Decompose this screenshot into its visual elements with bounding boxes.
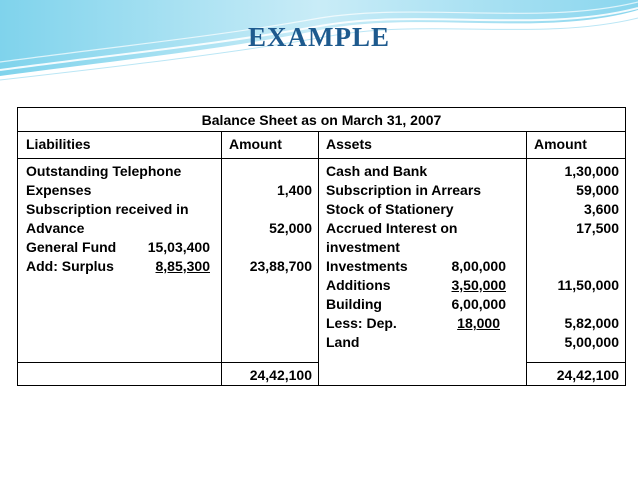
table-caption: Balance Sheet as on March 31, 2007 xyxy=(18,108,625,132)
column-divider xyxy=(318,132,319,385)
liability-telephone-line1: Outstanding Telephone xyxy=(26,163,182,179)
slide-title: EXAMPLE xyxy=(248,22,390,52)
asset-accrued-line2: investment xyxy=(326,239,400,255)
amount-land: 5,00,000 xyxy=(564,334,619,350)
asset-additions-label: Additions xyxy=(326,277,391,293)
liability-subscription-line1: Subscription received in xyxy=(26,201,189,217)
total-divider-right xyxy=(526,362,625,363)
total-divider-left xyxy=(18,362,318,363)
amount-telephone: 1,400 xyxy=(276,182,312,198)
asset-dep-value: 18,000 xyxy=(457,315,500,331)
amount-general-fund: 23,88,700 xyxy=(249,258,312,274)
asset-accrued-line1: Accrued Interest on xyxy=(326,220,458,236)
liability-surplus-value: 8,85,300 xyxy=(155,258,210,274)
asset-investments-label: Investments xyxy=(326,258,408,274)
asset-land: Land xyxy=(326,334,360,350)
amount-building: 5,82,000 xyxy=(564,315,619,331)
header-amount-liabilities: Amount xyxy=(229,136,282,152)
liability-general-fund-label: General Fund xyxy=(26,239,117,255)
asset-cash: Cash and Bank xyxy=(326,163,428,179)
amount-subscription: 52,000 xyxy=(269,220,312,236)
asset-arrears: Subscription in Arrears xyxy=(326,182,482,198)
amount-stationery: 3,600 xyxy=(583,201,619,217)
amount-cash: 1,30,000 xyxy=(564,163,619,179)
amount-accrued: 17,500 xyxy=(576,220,619,236)
amount-arrears: 59,000 xyxy=(576,182,619,198)
asset-building-value: 6,00,000 xyxy=(451,296,506,312)
total-liabilities: 24,42,100 xyxy=(249,367,312,383)
asset-investments-value: 8,00,000 xyxy=(451,258,506,274)
header-amount-assets: Amount xyxy=(534,136,587,152)
liability-subscription-line2: Advance xyxy=(26,220,85,236)
header-assets: Assets xyxy=(326,136,372,152)
column-divider xyxy=(526,132,527,385)
liability-surplus-label: Add: Surplus xyxy=(26,258,114,274)
liability-telephone-line2: Expenses xyxy=(26,182,92,198)
asset-additions-value: 3,50,000 xyxy=(451,277,506,293)
asset-stationery: Stock of Stationery xyxy=(326,201,454,217)
header-liabilities: Liabilities xyxy=(26,136,91,152)
column-divider xyxy=(221,132,222,385)
total-assets: 24,42,100 xyxy=(556,367,619,383)
asset-dep-label: Less: Dep. xyxy=(326,315,397,331)
liability-general-fund-value: 15,03,400 xyxy=(147,239,210,255)
amount-investments: 11,50,000 xyxy=(557,277,619,293)
header-divider xyxy=(18,158,625,159)
asset-building-label: Building xyxy=(326,296,382,312)
balance-sheet-table xyxy=(17,107,626,386)
